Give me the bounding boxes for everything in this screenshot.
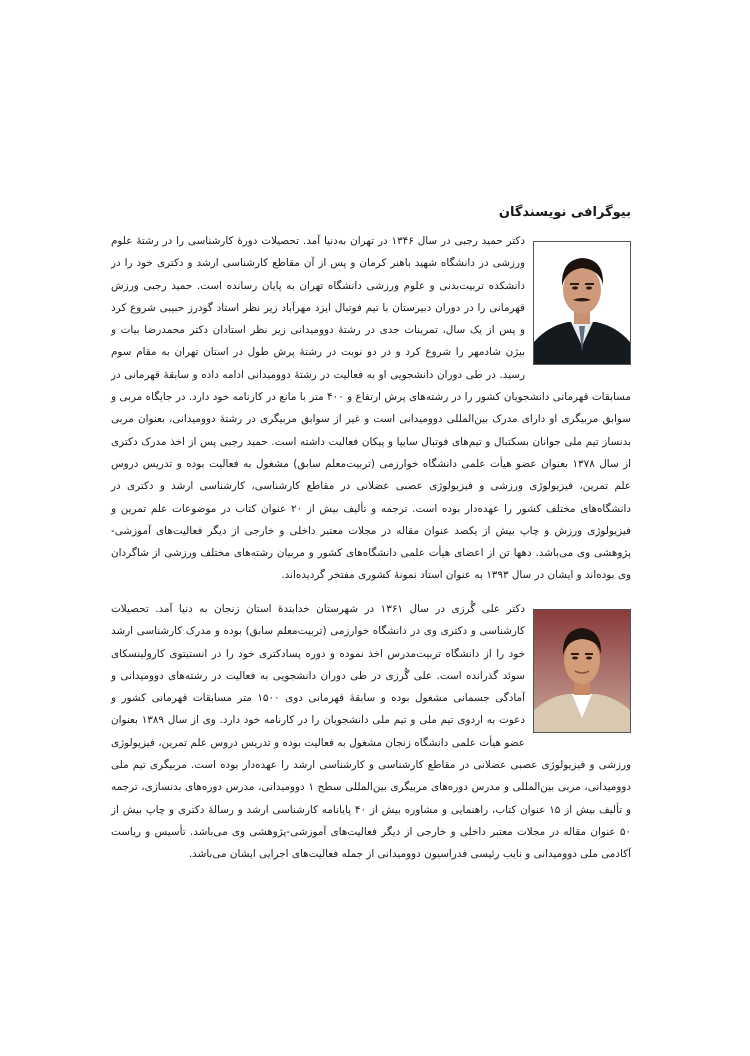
author-bio-2: [111, 598, 631, 866]
author-bio-2-text: دکتر علی گُرزی در سال ۱۳۶۱ در شهرستان خدابندهٔ استان زنجان به دنیا آمد. تحصیلات کارشناسی و دکتری وی در دانشگاه خوارزمی (تربیت‌معلم سابق) بوده و مدرک کارشناسی ارشد خود را از دانشگاه تربیت‌مدرس اخذ نموده و دوره پسادکتری خود را در انستیتوی کارولینسکای سوئد گذرانده است. علی گُرزی در طی دوران دانشجویی به فعالیت در رشته‌های دوومیدانی و آمادگی جسمانی مشغول بوده و سابقهٔ قهرمانی دوی ۱۵۰۰ متر مسابقات قهرمانی کشور و دعوت به اردوی تیم ملی و تیم ملی دانشجویان را در کارنامه خود دارد. وی از سال ۱۳۸۹ بعنوان عضو هیأت علمی دانشگاه زنجان مشغول به فعالیت بوده و تدریس دروس علم تمرین، فیزیولوژی ورزشی و فیزیولوژی عصبی عضلانی در مقاطع کارشناسی و کارشناسی ارشد را عهده‌دار بوده است. مربیگری تیم ملی دوومیدانی، مربی بین‌المللی و مدرس دوره‌های مربیگری بین‌المللی سطح ۱ دوومیدانی، مدرس دوره‌های بدنسازی، ترجمه و تألیف بیش از ۱۵ عنوان کتاب، راهنمایی و مشاوره بیش از ۴۰ پایانامه کارشناسی ارشد و رسالهٔ دکتری و چاپ بیش از ۵۰ عنوان مقاله در مجلات معتبر داخلی و خارجی از دیگر فعالیت‌های آموزشی-پژوهشی وی می‌باشد. تأسیس و ریاست آکادمی ملی دوومیدانی و نایب رئیسی فدراسیون دوومیدانی از جمله فعالیت‌های اجرایی ایشان می‌باشد.: [111, 603, 631, 861]
author-photo-1: [533, 241, 631, 365]
author-photo-2: [533, 609, 631, 733]
section-heading: بیوگرافی نویسندگان: [498, 205, 631, 220]
author-bio-1: [111, 230, 631, 587]
author-bio-1-text: دکتر حمید رجبی در سال ۱۳۴۶ در تهران به‌دنیا آمد. تحصیلات دورهٔ کارشناسی را در رشتهٔ علوم ورزشی در دانشگاه شهید باهنر کرمان و پس از آن مقاطع کارشناسی ارشد و دکتری خود را در دانشکده تربیت‌بدنی و علوم ورزشی دانشگاه تهران به پایان رسانده است. حمید رجبی ورزش قهرمانی را در دوران دبیرستان با تیم فوتبال ایزد مهرآباد زیر نظر استاد گودرز حبیبی شروع کرد و پس از یک سال، تمرینات جدی در رشتهٔ دوومیدانی زیر نظر استادان دکتر محمدرضا بیات و بیژن شادمهر را شروع کرد و در دو نوبت در رشتهٔ پرش طول در استان تهران به مقام سوم رسید. در طی دوران دانشجویی او به فعالیت در رشتهٔ دوومیدانی ادامه داده و سابقهٔ قهرمانی در مسابقات قهرمانی دانشجویان کشور را در رشته‌های پرش ارتفاع و ۴۰۰ متر با مانع در کارنامه خود دارد. در جایگاه مربی و سوابق مربیگری او دارای مدرک بین‌المللی دوومیدانی است و غیر از سوابق مربیگری در رشتهٔ دوومیدانی، بعنوان مربی بدنساز تیم ملی جوانان بسکتبال و تیم‌های فوتبال سایپا و پیکان فعالیت داشته است. حمید رجبی پس از اخذ مدرک دکتری از سال ۱۳۷۸ بعنوان عضو هیأت علمی دانشگاه خوارزمی (تربیت‌معلم سابق) مشغول به فعالیت بوده و تدریس دروس علم تمرین، فیزیولوژی ورزشی و فیزیولوژی عصبی عضلانی در مقاطع کارشناسی، کارشناسی ارشد و دکتری در دانشگاه‌های مختلف کشور را عهده‌دار بوده است. ترجمه و تألیف بیش از ۲۰ عنوان کتاب در موضوعات علم تمرین و فیزیولوژی ورزش و چاپ بیش از یکصد عنوان مقاله در مجلات معتبر داخلی و خارجی از دیگر فعالیت‌های آموزشی-پژوهشی وی می‌باشد. دهها تن از اعضای هیأت علمی دانشگاه‌های کشور و مربیان رشته‌های مختلف ورزشی از شاگردان وی بوده‌اند و ایشان در سال ۱۳۹۳ به عنوان استاد نمونهٔ کشوری مفتخر گردیده‌اند.: [111, 235, 632, 582]
